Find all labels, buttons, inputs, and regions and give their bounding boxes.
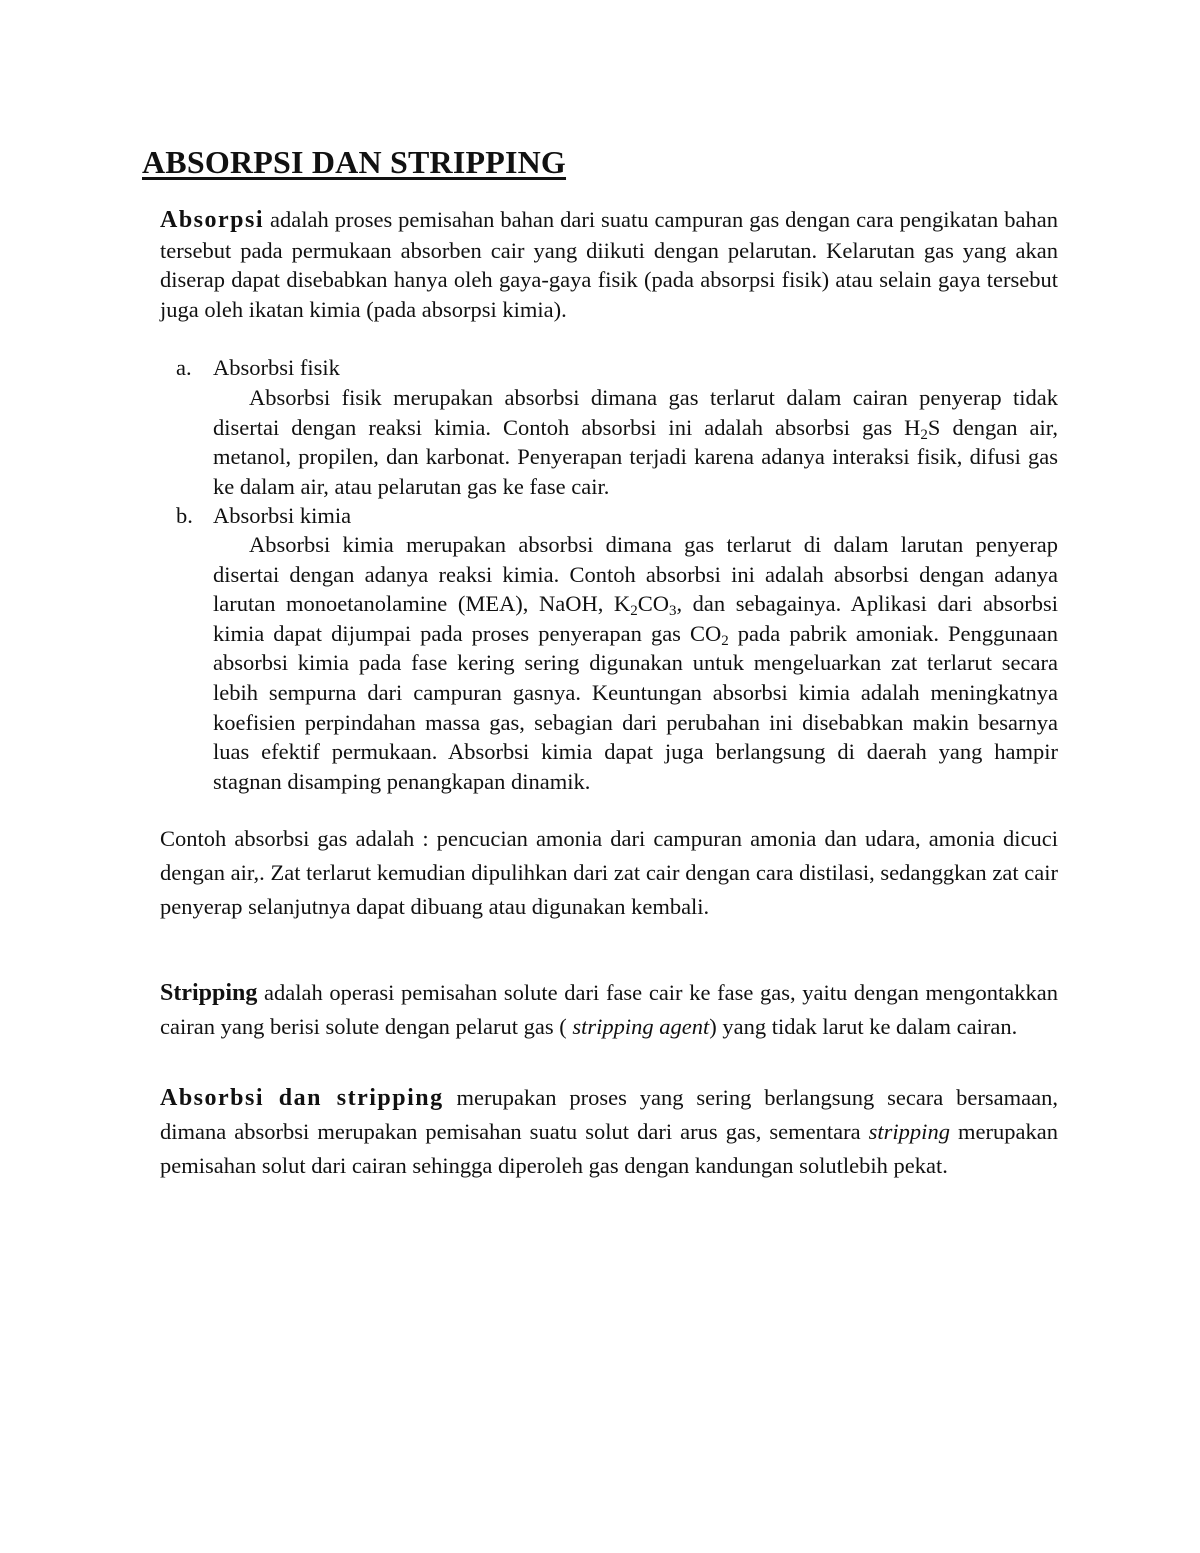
absorpsi-text: adalah proses pemisahan bahan dari suatu campuran gas dengan cara pengikatan bahan tersebut pada permukaan absorben cair yang diikuti dengan pelarutan. Kelarutan gas yang akan diserap dapat disebabkan hanya oleh gaya-gaya fisik (pada absorpsi fisik) atau selain gaya tersebut juga oleh ikatan kimia (pada absorpsi kimia). [160,207,1058,322]
absorpsi-term: Absorpsi [160,207,265,233]
absorpsi-paragraph [160,205,1058,324]
document-title: ABSORPSI DAN STRIPPING [142,144,567,180]
list-marker: b. [176,503,193,528]
absorbsi-fisik-body: Absorbsi fisik merupakan absorbsi dimana gas terlarut dalam cairan penyerap tidak disertai dengan reaksi kimia. Contoh absorbsi ini adalah absorbsi gas $H_2S$ dengan air, metanol, propilen, dan karbonat. Penyerapan terjadi karena adanya interaksi fisik, difusi gas ke dalam air, atau pelarutan gas ke fase cair. [213,385,1058,499]
list-marker: a. [176,355,192,380]
list-heading: Absorbsi fisik [213,355,340,380]
stripping-paragraph: Stripping adalah operasi pemisahan solute dari fase cair ke fase gas, yaitu dengan mengontakkan cairan yang berisi solute dengan pelarut gas ( stripping agent) yang tidak larut ke dalam cairan. [160,980,1058,1039]
list-heading: Absorbsi kimia [213,503,352,528]
absorbsi-stripping-paragraph: Absorbsi dan stripping merupakan proses yang sering berlangsung secara bersamaan, dimana absorbsi merupakan pemisahan suatu solut dari arus gas, sementara stripping merupakan pemisahan solut dari cairan sehingga diperoleh gas dengan kandungan solutlebih pekat. [160,1085,1058,1178]
stripping-term: Stripping [160,980,258,1006]
stripping-agent-italic: stripping agent [572,1014,710,1039]
contoh-paragraph: Contoh absorbsi gas adalah : pencucian amonia dari campuran amonia dan udara, amonia dicuci dengan air,. Zat terlarut kemudian dipulihkan dari zat cair dengan cara distilasi, sedanggkan zat cair penyerap selanjutnya dapat dibuang atau digunakan kembali. [160,826,1058,919]
absorbsi-kimia-body: Absorbsi kimia merupakan absorbsi dimana gas terlarut di dalam larutan penyerap disertai dengan adanya reaksi kimia. Contoh absorbsi ini adalah absorbsi dengan adanya larutan monoetanolamine (MEA), NaOH, $K_2CO_3$, dan sebagainya. Aplikasi dari absorbsi kimia dapat dijumpai pada proses penyerapan gas $CO_2$ pada pabrik amoniak. Penggunaan absorbsi kimia pada fase kering sering digunakan untuk mengeluarkan zat terlarut secara lebih sempurna dari campuran gasnya. Keuntungan absorbsi kimia adalah meningkatnya koefisien perpindahan massa gas, sebagian dari perubahan ini disebabkan makin besarnya luas efektif permukaan. Absorbsi kimia dapat juga berlangsung di daerah yang hampir stagnan disamping penangkapan dinamik. [213,532,1058,794]
absorbsi-stripping-term: Absorbsi dan stripping [160,1085,444,1111]
stripping-italic: stripping [868,1119,950,1144]
